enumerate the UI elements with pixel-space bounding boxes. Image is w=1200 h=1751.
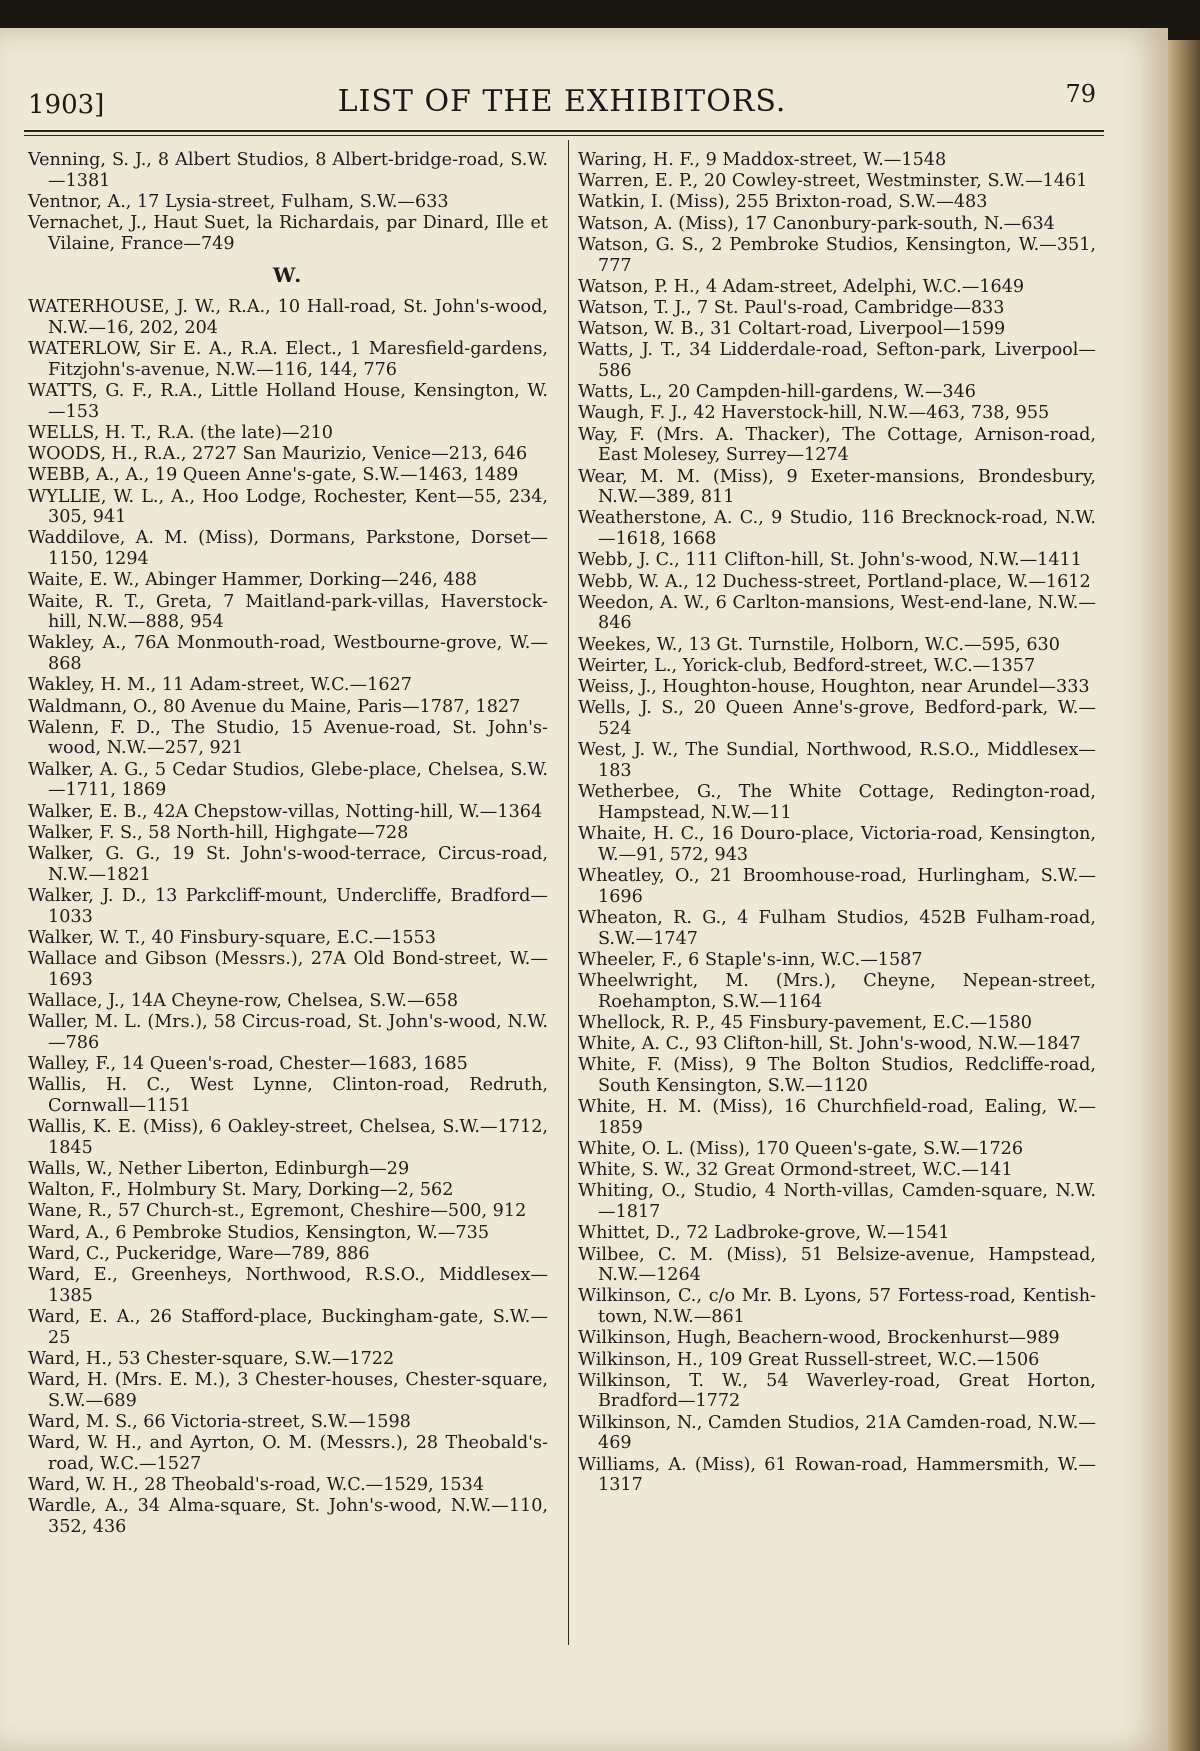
exhibitor-entry: Whiting, O., Studio, 4 North-villas, Camden-square, N.W.—1817 <box>578 1181 1096 1223</box>
exhibitor-entry: WATERLOW, Sir E. A., R.A. Elect., 1 Maresfield-gardens, Fitzjohn's-avenue, N.W.—116, 144, 776 <box>28 339 548 380</box>
exhibitor-entry: Webb, J. C., 111 Clifton-hill, St. John's-wood, N.W.—1411 <box>578 550 1082 571</box>
exhibitor-entry: White, H. M. (Miss), 16 Churchfield-road, Ealing, W.—1859 <box>578 1097 1096 1138</box>
left-column <box>28 150 548 1538</box>
exhibitor-entry: Ward, E., Greenheys, Northwood, R.S.O., Middlesex—1385 <box>28 1265 548 1306</box>
exhibitor-entry: Wells, J. S., 20 Queen Anne's-grove, Bedford-park, W.—524 <box>578 698 1096 739</box>
exhibitor-entry: Wheelwright, M. (Mrs.), Cheyne, Nepean-street, Roehampton, S.W.—1164 <box>578 970 1096 1012</box>
exhibitor-entry: White, S. W., 32 Great Ormond-street, W.C.—141 <box>578 1160 1013 1181</box>
exhibitor-entry: Webb, W. A., 12 Duchess-street, Portland-place, W.—1612 <box>578 571 1091 592</box>
exhibitor-entry: Waddilove, A. M. (Miss), Dormans, Parkstone, Dorset—1150, 1294 <box>28 528 548 570</box>
exhibitor-entry: Walker, F. S., 58 North-hill, Highgate—728 <box>28 822 409 843</box>
exhibitor-entry: Whittet, D., 72 Ladbroke-grove, W.—1541 <box>578 1223 950 1244</box>
exhibitor-entry: Williams, A. (Miss), 61 Rowan-road, Hammersmith, W.—1317 <box>578 1454 1096 1496</box>
exhibitor-entry: Ward, E. A., 26 Stafford-place, Buckingham-gate, S.W.—25 <box>28 1306 548 1348</box>
exhibitor-entry: Watson, G. S., 2 Pembroke Studios, Kensington, W.—351, 777 <box>578 234 1096 276</box>
exhibitor-entry: Weirter, L., Yorick-club, Bedford-street, W.C.—1357 <box>578 655 1036 676</box>
exhibitor-entry: WYLLIE, W. L., A., Hoo Lodge, Rochester, Kent—55, 234, 305, 941 <box>28 486 548 528</box>
exhibitor-entry: Watson, T. J., 7 St. Paul's-road, Cambridge—833 <box>578 297 1005 318</box>
exhibitor-entry: Walker, A. G., 5 Cedar Studios, Glebe-place, Chelsea, S.W.—1711, 1869 <box>28 759 548 801</box>
right-column <box>578 150 1096 1497</box>
exhibitor-entry: Wilkinson, N., Camden Studios, 21A Camden-road, N.W.—469 <box>578 1412 1096 1454</box>
exhibitor-entry: West, J. W., The Sundial, Northwood, R.S.O., Middlesex—183 <box>578 740 1096 781</box>
exhibitor-entry: Ward, H., 53 Chester-square, S.W.—1722 <box>28 1348 395 1369</box>
exhibitor-entry: White, F. (Miss), 9 The Bolton Studios, Redcliffe-road, South Kensington, S.W.—1120 <box>578 1055 1096 1096</box>
exhibitor-entry: Wilkinson, C., c/o Mr. B. Lyons, 57 Fortess-road, Kentish-town, N.W.—861 <box>578 1286 1096 1328</box>
exhibitor-entry: Whaite, H. C., 16 Douro-place, Victoria-road, Kensington, W.—91, 572, 943 <box>578 824 1096 865</box>
exhibitor-entry: Vernachet, J., Haut Suet, la Richardais, par Dinard, Ille et Vilaine, France—749 <box>28 213 548 254</box>
exhibitor-entry: Ward, W. H., and Ayrton, O. M. (Messrs.), 28 Theobald's-road, W.C.—1527 <box>28 1433 548 1474</box>
exhibitor-entry: Wardle, A., 34 Alma-square, St. John's-wood, N.W.—110, 352, 436 <box>28 1496 548 1537</box>
exhibitor-entry: Ventnor, A., 17 Lysia-street, Fulham, S.W.—633 <box>28 191 449 212</box>
exhibitor-entry: Wilkinson, T. W., 54 Waverley-road, Great Horton, Bradford—1772 <box>578 1370 1096 1412</box>
exhibitor-entry: White, A. C., 93 Clifton-hill, St. John's-wood, N.W.—1847 <box>578 1034 1081 1055</box>
exhibitor-entry: Weiss, J., Houghton-house, Houghton, near Arundel—333 <box>578 677 1090 698</box>
exhibitor-entry: Watkin, I. (Miss), 255 Brixton-road, S.W.—483 <box>578 192 988 213</box>
page-edge <box>1168 40 1200 1751</box>
page-header <box>28 62 1096 122</box>
exhibitor-entry: Wear, M. M. (Miss), 9 Exeter-mansions, Brondesbury, N.W.—389, 811 <box>578 466 1096 508</box>
exhibitor-entry: Wilkinson, Hugh, Beachern-wood, Brockenhurst—989 <box>578 1328 1060 1349</box>
exhibitor-entry: Waugh, F. J., 42 Haverstock-hill, N.W.—463, 738, 955 <box>578 403 1050 424</box>
exhibitor-entry: Walley, F., 14 Queen's-road, Chester—1683, 1685 <box>28 1054 468 1075</box>
header-year: 1903] <box>28 90 105 120</box>
exhibitor-entry: Walker, E. B., 42A Chepstow-villas, Notting-hill, W.—1364 <box>28 801 543 822</box>
exhibitor-entry: Weatherstone, A. C., 9 Studio, 116 Brecknock-road, N.W.—1618, 1668 <box>578 508 1096 550</box>
exhibitor-entry: Weedon, A. W., 6 Carlton-mansions, West-end-lane, N.W.—846 <box>578 592 1096 634</box>
exhibitor-entry: Wheaton, R. G., 4 Fulham Studios, 452B Fulham-road, S.W.—1747 <box>578 907 1096 949</box>
exhibitor-entry: Waite, R. T., Greta, 7 Maitland-park-villas, Haverstock-hill, N.W.—888, 954 <box>28 591 548 633</box>
exhibitor-entry: WELLS, H. T., R.A. (the late)—210 <box>28 422 333 443</box>
exhibitor-entry: Watson, A. (Miss), 17 Canonbury-park-south, N.—634 <box>578 213 1055 234</box>
exhibitor-entry: Ward, A., 6 Pembroke Studios, Kensington, W.—735 <box>28 1222 490 1243</box>
column-divider <box>568 140 569 1645</box>
exhibitor-entry: Wallace and Gibson (Messrs.), 27A Old Bond-street, W.—1693 <box>28 949 548 990</box>
section-heading: W. <box>272 262 304 287</box>
exhibitor-entry: Way, F. (Mrs. A. Thacker), The Cottage, Arnison-road, East Molesey, Surrey—1274 <box>578 424 1096 466</box>
exhibitor-entry: Watson, W. B., 31 Coltart-road, Liverpool—1599 <box>578 319 1006 340</box>
exhibitor-entry: Ward, H. (Mrs. E. M.), 3 Chester-houses, Chester-square, S.W.—689 <box>28 1370 548 1411</box>
exhibitor-entry: Waller, M. L. (Mrs.), 58 Circus-road, St. John's-wood, N.W.—786 <box>28 1012 548 1053</box>
exhibitor-entry: Walker, W. T., 40 Finsbury-square, E.C.—1553 <box>28 927 436 948</box>
exhibitor-entry: Walton, F., Holmbury St. Mary, Dorking—2, 562 <box>28 1180 454 1201</box>
exhibitor-entry: Watson, P. H., 4 Adam-street, Adelphi, W.C.—1649 <box>578 276 1025 297</box>
exhibitor-entry: Walker, G. G., 19 St. John's-wood-terrace, Circus-road, N.W.—1821 <box>28 844 548 885</box>
exhibitor-entry: Wetherbee, G., The White Cottage, Redington-road, Hampstead, N.W.—11 <box>578 782 1096 823</box>
exhibitor-entry: Weekes, W., 13 Gt. Turnstile, Holborn, W.C.—595, 630 <box>578 634 1060 655</box>
exhibitor-entry: Watts, L., 20 Campden-hill-gardens, W.—346 <box>578 382 976 403</box>
exhibitor-entry: Venning, S. J., 8 Albert Studios, 8 Albert-bridge-road, S.W.—1381 <box>28 150 548 191</box>
page-number: 79 <box>1065 80 1096 108</box>
exhibitor-entry: Wallace, J., 14A Cheyne-row, Chelsea, S.W.—658 <box>28 990 459 1011</box>
exhibitor-entry: Walenn, F. D., The Studio, 15 Avenue-road, St. John's-wood, N.W.—257, 921 <box>28 717 548 759</box>
exhibitor-entry: Wallis, K. E. (Miss), 6 Oakley-street, Chelsea, S.W.—1712, 1845 <box>28 1117 548 1158</box>
exhibitor-entry: Waring, H. F., 9 Maddox-street, W.—1548 <box>578 150 947 170</box>
header-rule-thin <box>24 135 1104 136</box>
exhibitor-entry: Waldmann, O., 80 Avenue du Maine, Paris—1787, 1827 <box>28 696 521 717</box>
exhibitor-entry: Watts, J. T., 34 Lidderdale-road, Sefton-park, Liverpool—586 <box>578 340 1096 382</box>
exhibitor-entry: Walker, J. D., 13 Parkcliff-mount, Undercliffe, Bradford—1033 <box>28 885 548 927</box>
exhibitor-entry: Wallis, H. C., West Lynne, Clinton-road, Redruth, Cornwall—1151 <box>28 1075 548 1116</box>
exhibitor-entry: Wilbee, C. M. (Miss), 51 Belsize-avenue, Hampstead, N.W.—1264 <box>578 1244 1096 1286</box>
exhibitor-entry: Ward, W. H., 28 Theobald's-road, W.C.—1529, 1534 <box>28 1475 485 1496</box>
exhibitor-entry: Warren, E. P., 20 Cowley-street, Westminster, S.W.—1461 <box>578 171 1088 192</box>
exhibitor-entry: Ward, M. S., 66 Victoria-street, S.W.—1598 <box>28 1411 411 1432</box>
exhibitor-entry: Wilkinson, H., 109 Great Russell-street, W.C.—1506 <box>578 1349 1040 1370</box>
exhibitor-entry: Ward, C., Puckeridge, Ware—789, 886 <box>28 1243 370 1264</box>
exhibitor-entry: WOODS, H., R.A., 2727 San Maurizio, Venice—213, 646 <box>28 444 528 465</box>
exhibitor-entry: White, O. L. (Miss), 170 Queen's-gate, S.W.—1726 <box>578 1139 1024 1160</box>
exhibitor-entry: WEBB, A., A., 19 Queen Anne's-gate, S.W.—1463, 1489 <box>28 465 519 486</box>
exhibitor-entry: Wheeler, F., 6 Staple's-inn, W.C.—1587 <box>578 949 923 970</box>
exhibitor-entry: Wakley, A., 76A Monmouth-road, Westbourne-grove, W.—868 <box>28 633 548 675</box>
exhibitor-entry: WATTS, G. F., R.A., Little Holland House, Kensington, W.—153 <box>28 381 548 422</box>
exhibitor-entry: Whellock, R. P., 45 Finsbury-pavement, E.C.—1580 <box>578 1012 1032 1033</box>
exhibitor-entry: Wakley, H. M., 11 Adam-street, W.C.—1627 <box>28 675 412 696</box>
exhibitor-entry: WATERHOUSE, J. W., R.A., 10 Hall-road, St. John's-wood, N.W.—16, 202, 204 <box>28 297 548 338</box>
exhibitor-entry: Wheatley, O., 21 Broomhouse-road, Hurlingham, S.W.—1696 <box>578 865 1096 907</box>
exhibitor-entry: Walls, W., Nether Liberton, Edinburgh—29 <box>28 1159 410 1180</box>
exhibitor-entry: Wane, R., 57 Church-st., Egremont, Cheshire—500, 912 <box>28 1201 527 1222</box>
header-rule-thick <box>24 130 1104 132</box>
exhibitor-entry: Waite, E. W., Abinger Hammer, Dorking—246, 488 <box>28 570 477 591</box>
page-title: LIST OF THE EXHIBITORS. <box>337 84 787 119</box>
